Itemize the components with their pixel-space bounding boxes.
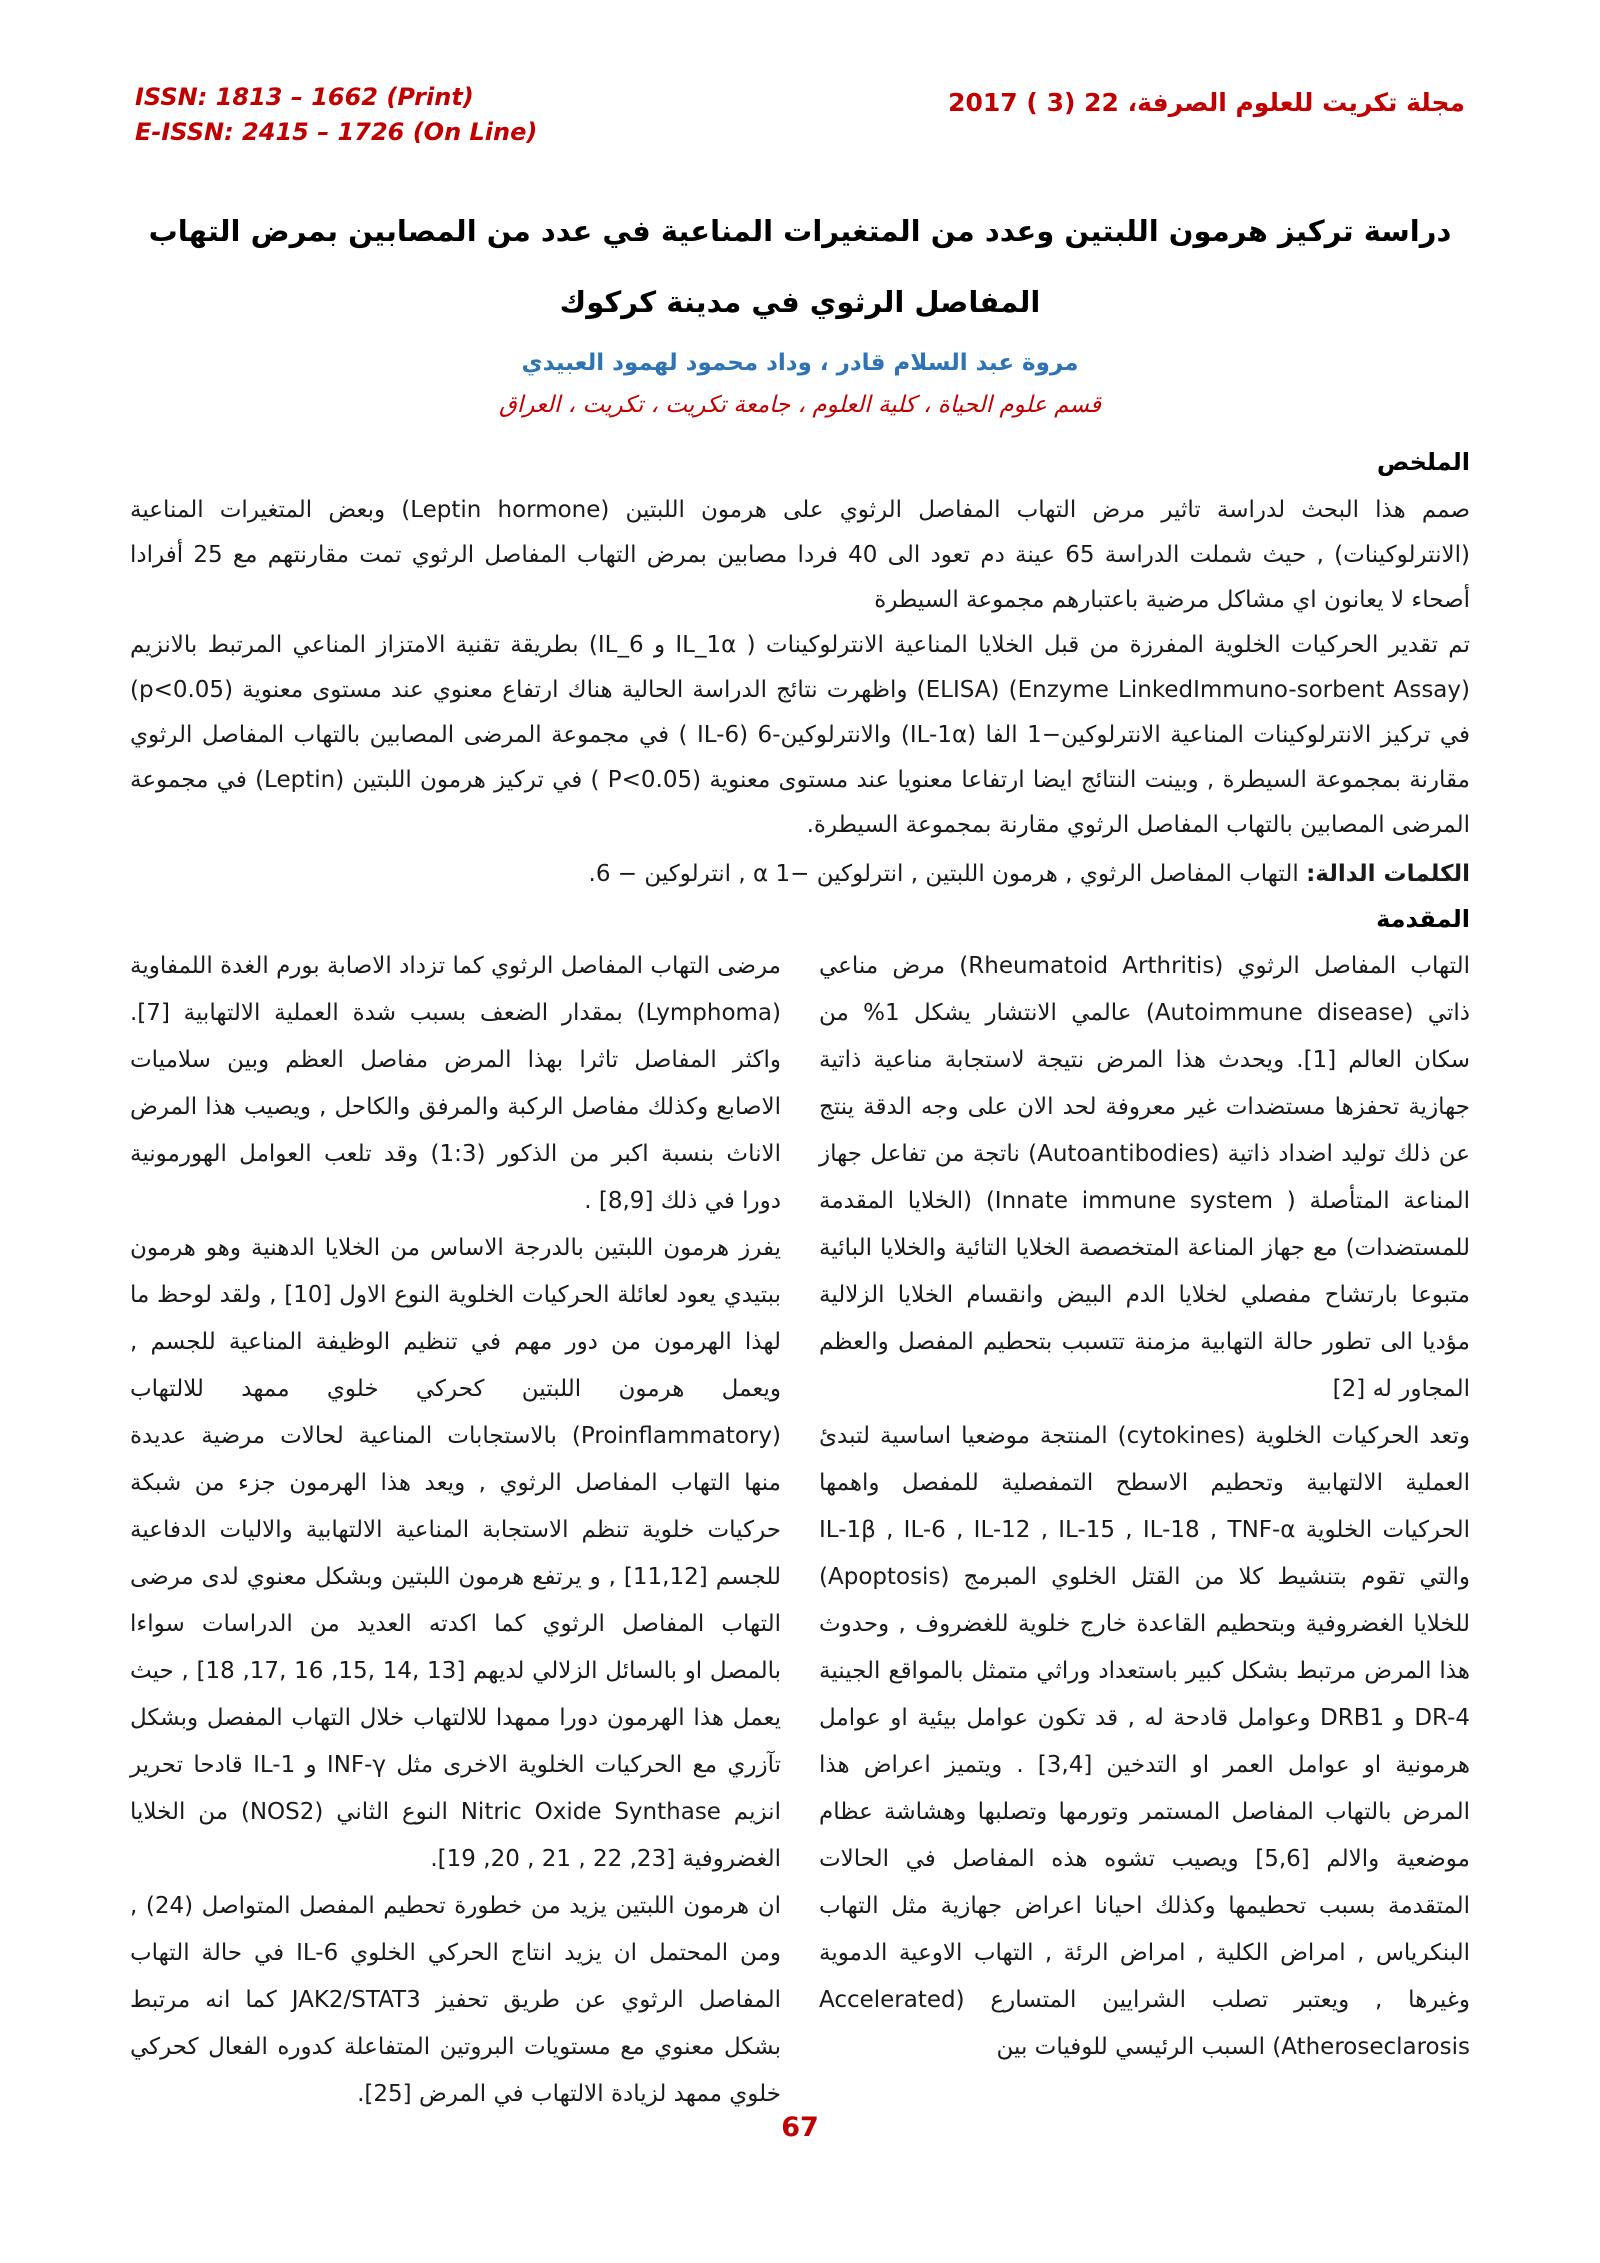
intro-paragraph: مرضى التهاب المفاصل الرثوي كما تزداد الاصابة بورم الغدة اللمفاوية (Lymphoma) بمقدار الضعف بسبب شدة العملية الالتهابية [7]. واكثر المفاصل تاثرا بهذا المرض مفاصل العظم وبين سلاميات الاصابع وكذلك مفاصل الركبة والمرفق والكاحل , ويصيب هذا المرض الاناث بنسبة اكبر من الذكور (1:3) وقد تلعب العوامل الهورمونية دورا في ذلك [8,9] .	[130, 953, 781, 1214]
abstract-section	[130, 448, 1470, 897]
abstract-heading: الملخص	[1376, 448, 1470, 476]
intro-paragraph: ان هرمون اللبتين يزيد من خطورة تحطيم المفصل المتواصل (24) , ومن المحتمل ان يزيد انتاج الحركي الخلوي IL-6 في حالة التهاب المفاصل الرثوي عن طريق تحفيز JAK2/STAT3 كما انه مرتبط بشكل معنوي مع مستويات البروتين المتفاعلة كدوره الفعال كحركي خلوي ممهد لزيادة الالتهاب في المرض [25].	[130, 1893, 781, 2107]
page-number: 67	[781, 2112, 819, 2143]
issn-block	[135, 80, 537, 150]
abstract-paragraph-2: تم تقدير الحركيات الخلوية المفرزة من قبل الخلايا المناعية الانترلوكينات ( IL_1α و IL_6) بطريقة تقنية الامتزاز المناعي المرتبط بالانزيم (Enzyme LinkedImmuno-sorbent Assay) (ELISA) واظهرت نتائج الدراسة الحالية هناك ارتفاع معنوي عند مستوى معنوية (p<0.05) في تركيز الانترلوكينات المناعية الانترلوكين−1 الفا (IL-1α) والانترلوكين-6 (IL-6 ) في مجموعة المرضى المصابين بالتهاب المفاصل الرثوي مقارنة بمجموعة السيطرة , وبينت النتائج ايضا ارتفاعا معنويا عند مستوى معنوية (P<0.05 ) في تركيز هرمون اللبتين (Leptin) في مجموعة المرضى المصابين بالتهاب المفاصل الرثوي مقارنة بمجموعة السيطرة.	[130, 632, 1471, 838]
issn-online: E-ISSN: 2415 – 1726 (On Line)	[135, 118, 538, 146]
authors-line: مروة عبد السلام قادر ، وداد محمود لهمود العبيدي	[521, 350, 1079, 376]
paper-title-line2: المفاصل الرثوي في مدينة كركوك	[559, 285, 1041, 319]
intro-paragraph: يفرز هرمون اللبتين بالدرجة الاساس من الخلايا الدهنية وهو هرمون ببتيدي يعود لعائلة الحركيات الخلوية النوع الاول [10] , ولقد لوحظ ما لهذا الهرمون من دور مهم في تنظيم الوظيفة المناعية للجسم , ويعمل هرمون اللبتين كحركي خلوي ممهد للالتهاب (Proinflammatory) بالاستجابات المناعية لحالات مرضية عديدة منها التهاب المفاصل الرثوي , ويعد هذا الهرمون جزء من شبكة حركيات خلوية تنظم الاستجابة المناعية الالتهابية والاليات الدفاعية للجسم [11,12] , و يرتفع هرمون اللبتين وبشكل معنوي لدى مرضى التهاب المفاصل الرثوي كما اكدته العديد من الدراسات سواءا بالمصل او بالسائل الزلالي لديهم [13 ,14 ,15, 16 ,17, 18] , حيث يعمل هذا الهرمون دورا ممهدا للالتهاب خلال التهاب المفصل وبشكل تآزري مع الحركيات الخلوية الاخرى مثل INF-γ و IL-1 قادحا تحرير انزيم Nitric Oxide Synthase النوع الثاني (NOS2) من الخلايا الغضروفية [23, 22 , 21 , 20, 19].	[130, 1235, 782, 1872]
affiliation-line: قسم علوم الحياة ، كلية العلوم ، جامعة تكريت ، تكريت ، العراق	[499, 392, 1101, 418]
issn-print: ISSN: 1813 – 1662 (Print)	[135, 83, 474, 111]
intro-left-column	[130, 943, 781, 2118]
intro-paragraph: التهاب المفاصل الرثوي (Rheumatoid Arthritis) مرض مناعي ذاتي (Autoimmune disease) عالمي الانتشار يشكل 1% من سكان العالم [1]. ويحدث هذا المرض نتيجة لاستجابة مناعية ذاتية جهازية تحفزها مستضدات غير معروفة لحد الان على وجه الدقة ينتج عن ذلك توليد اضداد ذاتية (Autoantibodies) ناتجة من تفاعل جهاز المناعة المتأصلة ( Innate immune system) (الخلايا المقدمة للمستضدات) مع جهاز المناعة المتخصصة الخلايا التائية والخلايا البائية متبوعا بارتشاح مفصلي لخلايا الدم البيض وانقسام الخلايا الزلالية مؤديا الى تطور حالة التهابية مزمنة تتسبب بتحطيم المفصل والعظم المجاور له [2]	[819, 953, 1471, 1402]
journal-title: مجلة تكريت للعلوم الصرفة، 22 (3 ) 2017	[948, 88, 1465, 117]
introduction-heading: المقدمة	[1376, 905, 1470, 933]
paper-title-line1: دراسة تركيز هرمون اللبتين وعدد من المتغيرات المناعية في عدد من المصابين بمرض التهاب	[148, 214, 1452, 248]
paper-title	[140, 196, 1460, 338]
keywords-label: الكلمات الدالة:	[1306, 861, 1470, 887]
keywords-text: التهاب المفاصل الرثوي , هرمون اللبتين , انترلوكين −1 α , انترلوكين − 6.	[588, 861, 1307, 887]
two-column-layout	[130, 943, 1470, 2118]
keywords-line	[130, 852, 1470, 897]
page-header	[0, 0, 1600, 150]
introduction-section	[130, 905, 1470, 2118]
abstract-paragraph-1: صمم هذا البحث لدراسة تاثير مرض التهاب المفاصل الرثوي على هرمون اللبتين (Leptin hormone) وبعض المتغيرات المناعية (الانترلوكينات) , حيث شملت الدراسة 65 عينة دم تعود الى 40 فردا مصابين بمرض التهاب المفاصل الرثوي تمت مقارنتهم مع 25 أفرادا أصحاء لا يعانون اي مشاكل مرضية باعتبارهم مجموعة السيطرة	[130, 497, 1470, 613]
intro-right-column	[819, 943, 1470, 2118]
intro-paragraph: وتعد الحركيات الخلوية (cytokines) المنتجة موضعيا اساسية لتبدئ العملية الالتهابية وتحطيم الاسطح التمفصلية للمفصل واهمها الحركيات الخلوية IL-1β , IL-6 , IL-12 , IL-15 , IL-18 , TNF-α والتي تقوم بتنشيط كلا من القتل الخلوي المبرمج (Apoptosis) للخلايا الغضروفية وبتحطيم القاعدة خارج خلوية للغضروف , وحدوث هذا المرض مرتبط بشكل كبير باستعداد وراثي متمثل بالمواقع الجينية DR-4 و DRB1 وعوامل قادحة له , قد تكون عوامل بيئية او عوامل هرمونية او عوامل العمر او التدخين [3,4] . ويتميز اعراض هذا المرض بالتهاب المفاصل المستمر وتورمها وتصلبها وهشاشة عظام موضعية والالم [5,6] ويصيب تشوه هذه المفاصل في الحالات المتقدمة بسبب تحطيمها وكذلك احيانا اعراض جهازية مثل التهاب البنكرياس , امراض الكلية , امراض الرئة , التهاب الاوعية الدموية وغيرها , ويعتبر تصلب الشرايين المتسارع (Accelerated Atheroseclarosis) السبب الرئيسي للوفيات بين	[819, 1423, 1471, 2060]
